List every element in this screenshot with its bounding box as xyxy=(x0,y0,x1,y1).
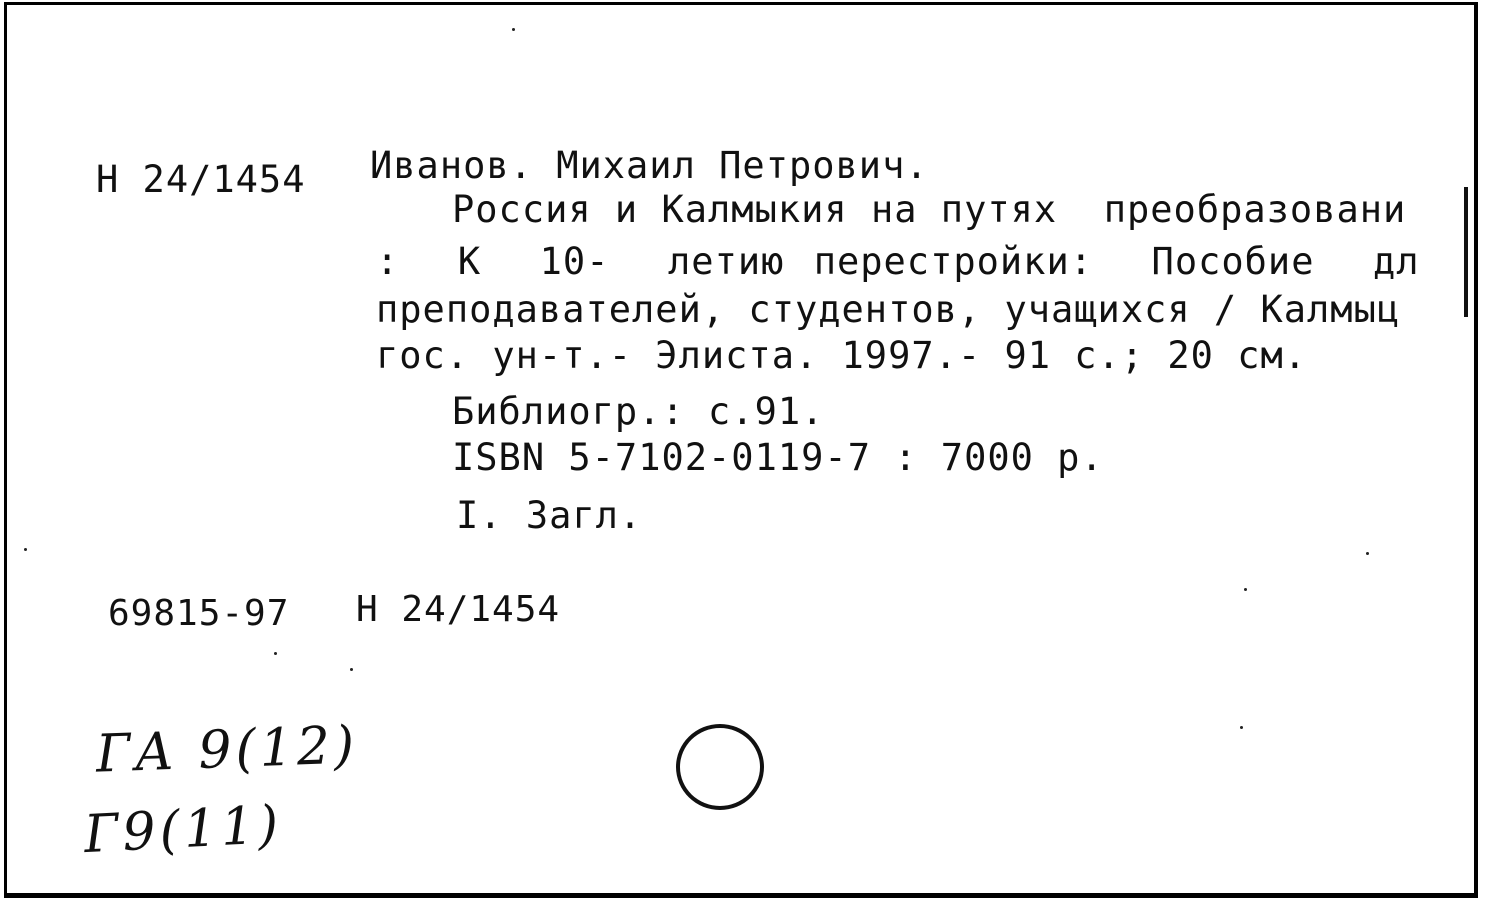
title-line-2: : К 10- летию перестройки: Пособие дл xyxy=(376,240,1420,283)
footer-call-number: Н 24/1454 xyxy=(356,589,561,630)
scan-speck xyxy=(1244,588,1247,591)
scan-speck xyxy=(24,548,27,551)
title-line-3: преподавателей, студентов, учащихся / Калмыц xyxy=(376,288,1401,331)
card-edge-mark xyxy=(1464,187,1468,317)
handwritten-note-2: Г9(11) xyxy=(82,794,284,866)
handwritten-note-1: ГА 9(12) xyxy=(95,715,360,785)
scan-speck xyxy=(274,652,277,655)
imprint-line: гос. ун-т.- Элиста. 1997.- 91 с.; 20 см. xyxy=(376,334,1308,377)
accession-number: 69815-97 xyxy=(108,593,290,634)
call-number: Н 24/1454 xyxy=(96,158,306,201)
scan-speck xyxy=(512,28,515,31)
scan-speck xyxy=(350,668,353,671)
isbn-line: ISBN 5-7102-0119-7 : 7000 р. xyxy=(452,436,1104,479)
bibliography-note: Библиогр.: с.91. xyxy=(452,390,825,433)
title-line-1: Россия и Калмыкия на путях преобразовани xyxy=(452,188,1407,231)
tracing-line: I. Загл. xyxy=(456,494,643,537)
author-heading: Иванов. Михаил Петрович. xyxy=(370,144,929,187)
scan-speck xyxy=(1240,726,1243,729)
scan-speck xyxy=(1366,552,1369,555)
drawn-circle-mark xyxy=(676,724,764,810)
